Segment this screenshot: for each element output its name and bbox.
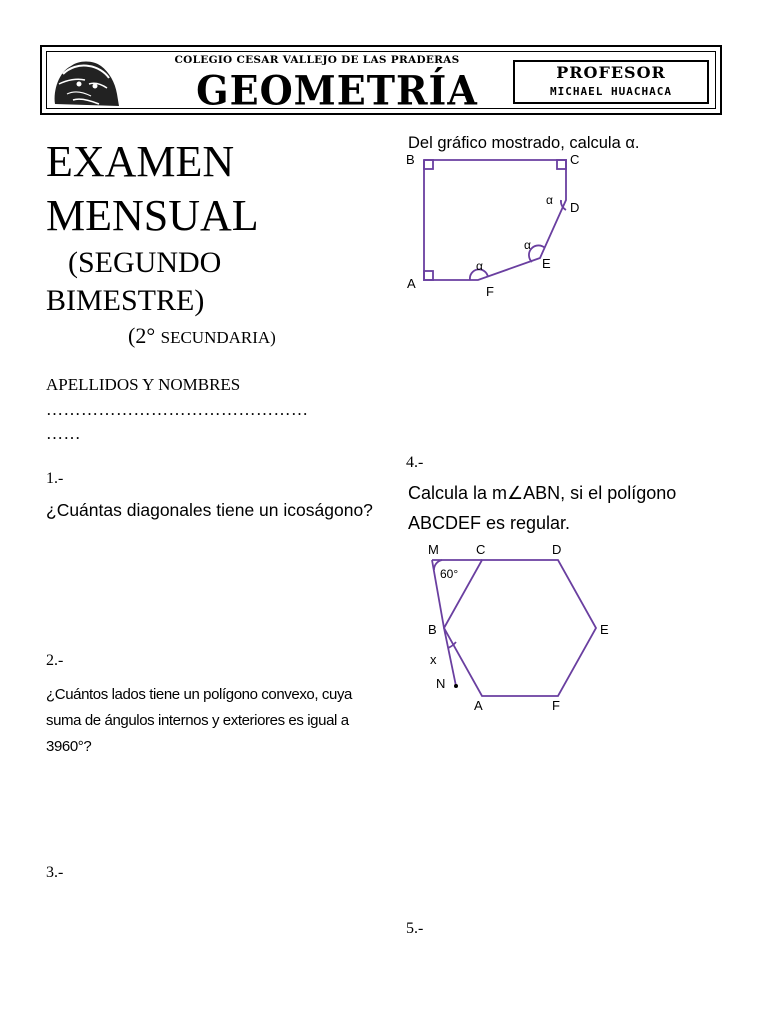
label-f: F xyxy=(486,284,494,299)
angle-60: 60° xyxy=(440,567,459,581)
exam-period-line2: BIMESTRE) xyxy=(46,284,205,317)
label-d: D xyxy=(552,542,562,557)
names-dots-line2: …… xyxy=(46,424,81,443)
names-field[interactable] xyxy=(46,398,366,446)
label-b: B xyxy=(406,152,415,167)
label-a: A xyxy=(407,276,416,291)
alpha-f: α xyxy=(476,259,483,273)
hexagon-abcdef xyxy=(444,560,596,696)
question-1-text: ¿Cuántas diagonales tiene un icoságono? xyxy=(46,500,373,520)
question-4-figure xyxy=(402,538,632,713)
right-angle-a xyxy=(424,271,433,280)
point-n xyxy=(454,684,458,688)
label-n: N xyxy=(436,676,446,691)
question-4-line2: ABCDEF es regular. xyxy=(408,513,571,533)
label-c: C xyxy=(476,542,486,557)
line-bn xyxy=(444,628,456,686)
label-e: E xyxy=(600,622,609,637)
question-4-text xyxy=(408,478,708,538)
grade-number: (2° xyxy=(128,323,156,348)
exam-period-line1: (SEGUNDO xyxy=(68,246,222,279)
question-4-line1: Calcula la m∠ABN, si el polígono xyxy=(408,483,677,503)
label-e: E xyxy=(542,256,551,271)
exam-period xyxy=(46,244,221,320)
question-2-number: 2.- xyxy=(46,652,64,669)
question-3-number: 3.- xyxy=(46,864,64,881)
teacher-label: PROFESOR xyxy=(556,63,666,82)
names-dots-line1: ……………………………………… xyxy=(46,400,309,419)
teacher-name: MICHAEL HUACHACA xyxy=(550,85,672,98)
question-2-text: ¿Cuántos lados tiene un polígono convexo, cuya suma de ángulos internos y exteriores es igual a 3960°? xyxy=(46,686,352,755)
label-c: C xyxy=(570,152,580,167)
label-f: F xyxy=(552,698,560,713)
question-3-figure xyxy=(402,150,642,300)
grade-word: SECUNDARIA) xyxy=(160,328,276,347)
school-name: COLEGIO CESAR VALLEJO DE LAS PRADERAS xyxy=(174,54,460,66)
exam-grade xyxy=(128,323,276,349)
label-x: x xyxy=(430,652,437,667)
label-m: M xyxy=(428,542,439,557)
label-b: B xyxy=(428,622,437,637)
right-angle-b xyxy=(424,160,433,169)
names-label: APELLIDOS Y NOMBRES xyxy=(46,375,241,394)
exam-title-line1: EXAMEN xyxy=(46,137,235,186)
question-5-number: 5.- xyxy=(406,920,424,937)
question-3-text: Del gráfico mostrado, calcula α. xyxy=(408,134,640,152)
question-4-number: 4.- xyxy=(406,454,424,471)
header-inner-frame xyxy=(46,51,716,115)
alpha-d: α xyxy=(546,193,553,207)
label-a: A xyxy=(474,698,483,713)
right-angle-c xyxy=(557,160,566,169)
exam-title xyxy=(46,135,259,243)
subject-title: GEOMETRÍA xyxy=(196,66,478,115)
portrait-logo-icon xyxy=(49,54,125,110)
alpha-e: α xyxy=(524,238,531,252)
exam-title-line2: MENSUAL xyxy=(46,191,259,240)
question-1-number: 1.- xyxy=(46,470,64,487)
label-d: D xyxy=(570,200,580,215)
teacher-box xyxy=(513,60,709,104)
header-banner xyxy=(40,45,722,115)
